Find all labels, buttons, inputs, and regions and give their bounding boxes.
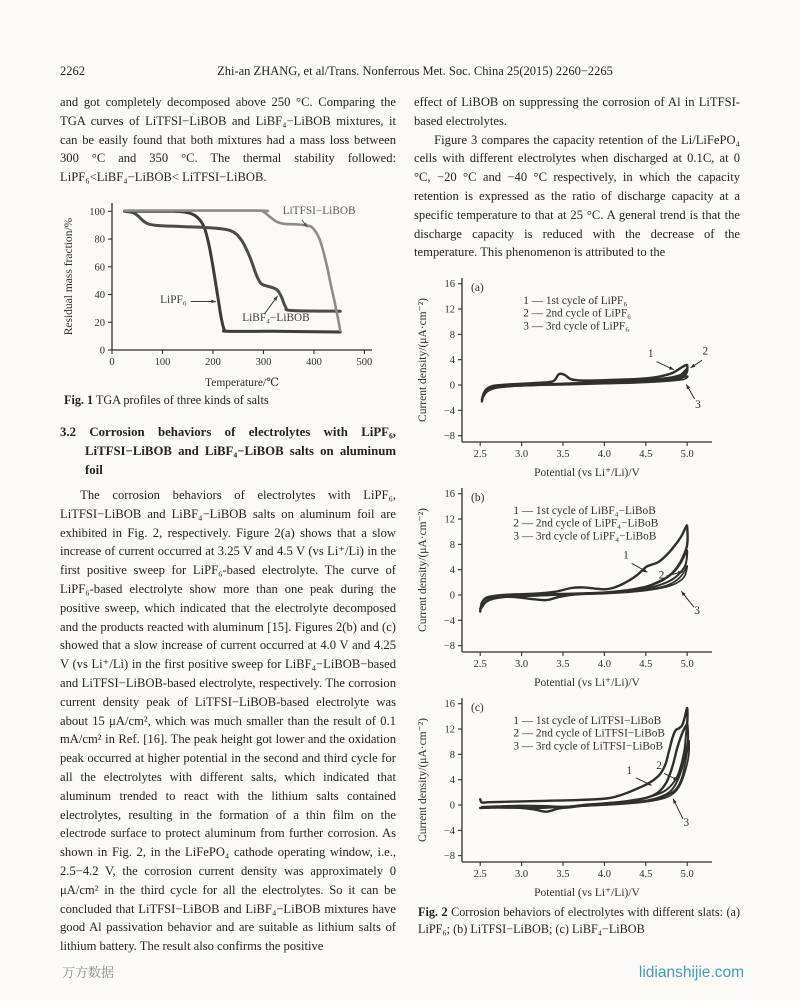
svg-text:0: 0: [449, 590, 455, 602]
svg-text:4: 4: [449, 565, 455, 577]
svg-text:1: 1: [626, 765, 633, 778]
svg-text:3 — 3rd cycle of LiPF₆: 3 — 3rd cycle of LiPF₆: [523, 320, 630, 333]
svg-text:Current density/(μA·cm⁻²): Current density/(μA·cm⁻²): [417, 508, 429, 633]
svg-text:100: 100: [154, 356, 171, 368]
svg-text:60: 60: [94, 262, 105, 274]
svg-text:300: 300: [255, 356, 272, 368]
svg-text:2.5: 2.5: [473, 869, 487, 881]
svg-text:12: 12: [444, 304, 455, 316]
svg-text:0: 0: [109, 356, 115, 368]
svg-text:3 — 3rd cycle of LiPF₄−LiBoB: 3 — 3rd cycle of LiPF₄−LiBoB: [513, 530, 657, 543]
figure-1-caption: Fig. 1 TGA profiles of three kinds of salts: [64, 392, 269, 407]
left-column: [60, 93, 396, 956]
right-column: [414, 93, 740, 956]
svg-text:400: 400: [306, 356, 322, 368]
figure-2: [414, 270, 740, 938]
svg-text:3.0: 3.0: [515, 869, 529, 881]
svg-text:0: 0: [99, 345, 105, 357]
svg-text:4.5: 4.5: [639, 869, 653, 881]
svg-text:16: 16: [444, 489, 455, 501]
svg-text:80: 80: [94, 234, 105, 246]
svg-text:3.5: 3.5: [556, 659, 570, 671]
svg-text:4.0: 4.0: [597, 869, 611, 881]
svg-text:Potential (vs Li⁺/Li)/V: Potential (vs Li⁺/Li)/V: [534, 887, 640, 900]
svg-text:3.5: 3.5: [556, 449, 570, 461]
svg-text:−8: −8: [443, 851, 455, 863]
page-footer: [0, 962, 800, 982]
svg-text:(a): (a): [471, 282, 484, 295]
two-column-body: [60, 93, 740, 956]
svg-text:Current density/(μA·cm⁻²): Current density/(μA·cm⁻²): [417, 718, 429, 843]
site-link[interactable]: lidianshijie.com: [638, 964, 744, 981]
fig2c-cv-chart: [414, 690, 726, 900]
svg-text:−8: −8: [443, 641, 455, 653]
svg-text:Potential (vs Li⁺/Li)/V: Potential (vs Li⁺/Li)/V: [534, 467, 640, 480]
svg-text:4.5: 4.5: [639, 449, 653, 461]
svg-text:LiPF₆: LiPF₆: [160, 293, 187, 306]
svg-text:3: 3: [694, 605, 700, 618]
svg-text:2 — 2nd cycle of LiPF₆: 2 — 2nd cycle of LiPF₆: [523, 307, 632, 320]
svg-text:2 — 2nd cycle of LiTFSI−LiBoB: 2 — 2nd cycle of LiTFSI−LiBoB: [513, 727, 665, 740]
svg-text:100: 100: [89, 206, 105, 218]
svg-text:40: 40: [94, 290, 105, 302]
svg-text:2.5: 2.5: [473, 449, 487, 461]
svg-text:4.0: 4.0: [597, 659, 611, 671]
svg-text:Temperature/℃: Temperature/℃: [205, 376, 279, 389]
figure-2-caption: Fig. 2 Corrosion behaviors of electrolytes with different slats: (a) LiPF₆; (b) LiTFSI−LiBOB; (c) LiBF₄−LiBOB: [418, 905, 740, 937]
body-paragraph: The corrosion behaviors of electrolytes with LiPF₆, LiTFSI−LiBOB and LiBF₄−LiBOB salts on aluminum foil are exhibited in Fig. 2, respectively. Figure 2(a) shows that a slow increase of current occurred at 3.25 V and 4.5 V (vs Li⁺/Li) in the first positive sweep for LiPF₆-based electrolyte. The curve of LiPF₆-based electrolyte show more than one peak during the positive sweep, which indicated that the electrolyte decomposed and the products reacted with aluminum [15]. Figures 2(b) and (c) showed that a slow increase of current occurred at 4.0 V and 4.25 V (vs Li⁺/Li) in the first positive sweep for LiBF₄−LiBOB−based and LiTFSI−LiBOB-based electrolyte, respectively. The corrosion current density peak of LiTFSI−LiBOB-based electrolyte was about 15 μA/cm², which was much smaller than the result of 0.1 mA/cm² in Ref. [16]. The peak height got lower and the oxidation peak occurred at higher potential in the second and third cycle for all the electrolytes with different salts, which indicated that aluminum trended to react with the lithium salts contained electrolytes, resulting in the formation of a thin film on the electrode surface to protect aluminum from further corrosion. As shown in Fig. 2, in the LiFePO₄ cathode operating window, i.e., 2.5−4.2 V, the corrosion current density was approximately 0 μA/cm² in the third cycle for all the electrolytes. So it can be concluded that LiTFSI−LiBOB and LiBF₄−LiBOB mixtures have good Al passivation behavior and are suitable as lithium salts of lithium battery. The result also confirms the positive: [60, 487, 396, 954]
svg-text:1 — 1st cycle of LiBF₄−LiBoB: 1 — 1st cycle of LiBF₄−LiBoB: [513, 505, 656, 518]
svg-text:−4: −4: [443, 826, 455, 838]
svg-text:12: 12: [444, 724, 455, 736]
page-header: [60, 64, 740, 79]
svg-text:2: 2: [702, 345, 709, 358]
svg-text:1: 1: [623, 549, 629, 562]
svg-text:3 — 3rd cycle of LiTFSI−LiBoB: 3 — 3rd cycle of LiTFSI−LiBoB: [513, 740, 664, 753]
wanfang-watermark: 万方数据: [62, 966, 115, 981]
fig2a-cv-chart: [414, 270, 726, 480]
svg-text:3: 3: [683, 817, 690, 830]
svg-text:200: 200: [205, 356, 221, 368]
svg-text:500: 500: [356, 356, 373, 368]
svg-text:1: 1: [647, 348, 654, 361]
section-heading: 3.2 Corrosion behaviors of electrolytes with LiPF₆, LiTFSI−LiBOB and LiBF₄−LiBOB salts on aluminum foil: [60, 424, 396, 477]
body-paragraph: Figure 3 compares the capacity retention of the Li/LiFePO₄ cells with different electrolytes when discharged at 0.1C, at 0 °C, −20 °C and −40 °C respectively, in which the capacity retention is expressed as the ratio of discharge capacity at a specific temperature to that at 25 °C. A general trend is that the discharge capacity is reduced with the decrease of the temperature. This phenomenon is attributed to the: [414, 132, 740, 260]
svg-text:20: 20: [94, 317, 105, 329]
svg-text:3.0: 3.0: [515, 659, 529, 671]
svg-text:2.5: 2.5: [473, 659, 487, 671]
svg-text:8: 8: [449, 750, 455, 762]
svg-text:−4: −4: [443, 406, 455, 418]
svg-text:5.0: 5.0: [680, 449, 694, 461]
svg-text:Residual mass fraction/%: Residual mass fraction/%: [63, 217, 75, 336]
svg-text:Potential (vs Li⁺/Li)/V: Potential (vs Li⁺/Li)/V: [534, 677, 640, 690]
svg-text:4: 4: [449, 775, 455, 787]
svg-text:0: 0: [449, 380, 455, 392]
svg-text:3.5: 3.5: [556, 869, 570, 881]
svg-text:5.0: 5.0: [680, 869, 694, 881]
svg-text:8: 8: [449, 540, 455, 552]
svg-text:5.0: 5.0: [680, 659, 694, 671]
svg-text:LiTFSI−LiBOB: LiTFSI−LiBOB: [282, 205, 356, 218]
svg-text:2: 2: [658, 569, 665, 582]
svg-text:4: 4: [449, 355, 455, 367]
svg-text:LiBF₄−LiBOB: LiBF₄−LiBOB: [242, 311, 310, 324]
fig1-tga-chart: [60, 193, 390, 390]
page-number: 2262: [60, 64, 85, 78]
svg-text:16: 16: [444, 279, 455, 291]
figure-1: [60, 193, 396, 409]
svg-text:(c): (c): [471, 702, 484, 715]
body-paragraph: and got completely decomposed above 250 °C. Comparing the TGA curves of LiTFSI−LiBOB and LiBF₄−LiBOB mixtures, it can be easily found that both mixtures had a mass loss between 300 °C and 350 °C. The thermal stability followed: LiPF₆<LiBF₄−LiBOB< LiTFSI−LiBOB.: [60, 95, 396, 185]
running-title: Zhi-an ZHANG, et al/Trans. Nonferrous Met. Soc. China 25(2015) 2260−2265: [217, 64, 613, 78]
fig2b-cv-chart: [414, 480, 726, 690]
svg-text:2 — 2nd cycle of LiPF₄−LiBoB: 2 — 2nd cycle of LiPF₄−LiBoB: [513, 517, 659, 530]
svg-text:16: 16: [444, 699, 455, 711]
svg-text:0: 0: [449, 800, 455, 812]
svg-text:3.0: 3.0: [515, 449, 529, 461]
svg-text:4.0: 4.0: [597, 449, 611, 461]
svg-text:12: 12: [444, 514, 455, 526]
svg-text:1 — 1st cycle of LiPF₆: 1 — 1st cycle of LiPF₆: [523, 295, 628, 308]
body-paragraph: effect of LiBOB on suppressing the corrosion of Al in LiTFSI-based electrolytes.: [414, 95, 740, 128]
svg-text:2: 2: [656, 760, 662, 773]
svg-text:−8: −8: [443, 431, 455, 443]
svg-text:4.5: 4.5: [639, 659, 653, 671]
svg-text:3: 3: [695, 398, 701, 411]
svg-text:8: 8: [449, 330, 455, 342]
svg-text:Current density/(μA·cm⁻²): Current density/(μA·cm⁻²): [417, 298, 429, 423]
svg-text:−4: −4: [443, 616, 455, 628]
svg-text:(b): (b): [471, 492, 485, 505]
svg-text:1 — 1st cycle of LiTFSI−LiBoB: 1 — 1st cycle of LiTFSI−LiBoB: [513, 715, 662, 728]
